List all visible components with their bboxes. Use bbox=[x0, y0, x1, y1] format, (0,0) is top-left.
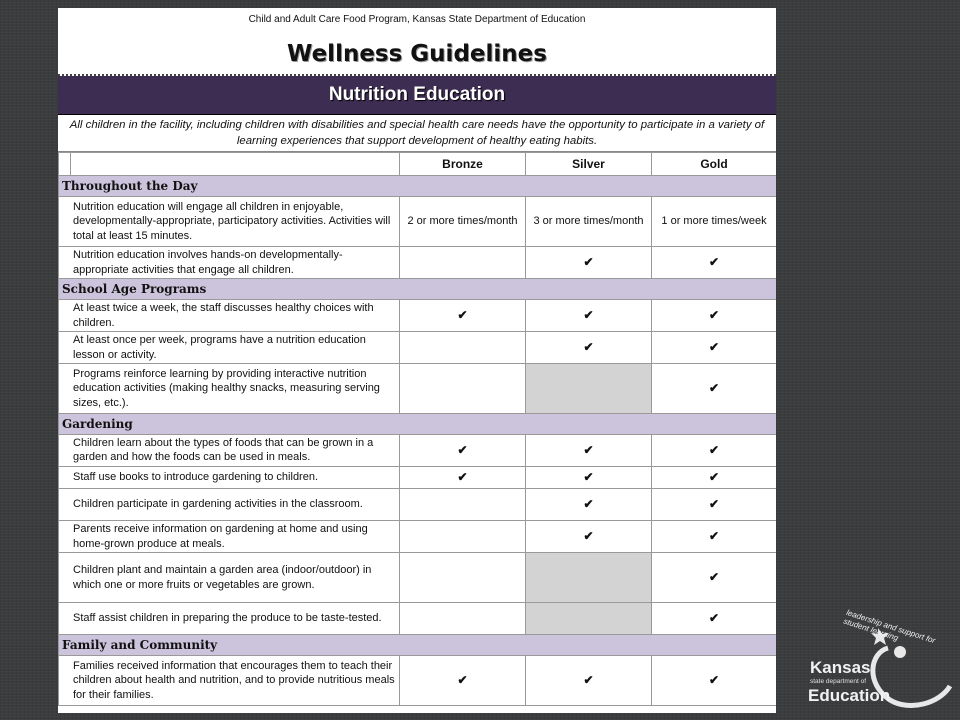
row-text: Programs reinforce learning by providing interactive nutrition education activities (making healthy snacks, measuring serving sizes, etc.). bbox=[59, 364, 400, 414]
category-school-age: School Age Programs bbox=[59, 279, 777, 300]
check-icon: ✔ bbox=[708, 442, 720, 457]
category-throughout-day: Throughout the Day bbox=[59, 176, 777, 197]
bronze-cell bbox=[400, 603, 526, 635]
check-icon: ✔ bbox=[457, 307, 468, 322]
guidelines-table bbox=[58, 152, 776, 706]
silver-cell: 3 or more times/month bbox=[526, 197, 652, 247]
gold-cell bbox=[652, 553, 777, 603]
bronze-cell bbox=[400, 300, 526, 332]
silver-header: Silver bbox=[526, 153, 652, 176]
gold-cell bbox=[652, 656, 777, 706]
check-icon: ✔ bbox=[708, 672, 720, 687]
row-text: Parents receive information on gardening at home and using home-grown produce at meals. bbox=[59, 521, 400, 553]
gold-cell bbox=[652, 300, 777, 332]
gold-cell bbox=[652, 489, 777, 521]
gold-cell: 1 or more times/week bbox=[652, 197, 777, 247]
category-row bbox=[59, 279, 777, 300]
table-row bbox=[59, 489, 777, 521]
table-row bbox=[59, 197, 777, 247]
check-icon: ✔ bbox=[708, 254, 720, 269]
table-row bbox=[59, 364, 777, 414]
table-row bbox=[59, 332, 777, 364]
logo-kansas: Kansas bbox=[810, 658, 871, 677]
logo-tagline: leadership and support for student learning bbox=[842, 608, 937, 646]
page-title: Wellness Guidelines bbox=[287, 41, 547, 67]
gold-cell bbox=[652, 467, 777, 489]
check-icon: ✔ bbox=[708, 496, 720, 511]
header-blank bbox=[71, 153, 400, 176]
silver-cell bbox=[526, 521, 652, 553]
category-family: Family and Community bbox=[59, 635, 777, 656]
gold-cell bbox=[652, 332, 777, 364]
row-text: Staff assist children in preparing the produce to be taste-tested. bbox=[59, 603, 400, 635]
category-row bbox=[59, 414, 777, 435]
check-icon: ✔ bbox=[708, 469, 720, 484]
check-icon: ✔ bbox=[457, 469, 468, 484]
gold-cell bbox=[652, 521, 777, 553]
bronze-cell bbox=[400, 435, 526, 467]
header-spacer bbox=[59, 153, 71, 176]
check-icon: ✔ bbox=[583, 307, 594, 322]
bronze-cell bbox=[400, 247, 526, 279]
section-intro: All children in the facility, including children with disabilities and special health care needs have the opportunity to participate in a variety of learning experiences that support development of healthy eating habits. bbox=[58, 115, 776, 152]
check-icon: ✔ bbox=[583, 496, 594, 511]
program-header: Child and Adult Care Food Program, Kansas State Department of Education bbox=[248, 14, 586, 25]
logo-subtitle: state department of bbox=[810, 678, 867, 685]
table-row bbox=[59, 521, 777, 553]
silver-cell bbox=[526, 435, 652, 467]
check-icon: ✔ bbox=[708, 307, 720, 322]
bronze-cell bbox=[400, 467, 526, 489]
gold-cell bbox=[652, 364, 777, 414]
bronze-cell: 2 or more times/month bbox=[400, 197, 526, 247]
check-icon: ✔ bbox=[457, 672, 468, 687]
row-text: At least twice a week, the staff discusses healthy choices with children. bbox=[59, 300, 400, 332]
logo-education: Education bbox=[808, 686, 891, 705]
check-icon: ✔ bbox=[583, 528, 594, 543]
bronze-cell bbox=[400, 521, 526, 553]
gold-cell bbox=[652, 603, 777, 635]
silver-cell-na bbox=[526, 603, 652, 635]
gold-cell bbox=[652, 247, 777, 279]
category-gardening: Gardening bbox=[59, 414, 777, 435]
table-row bbox=[59, 656, 777, 706]
row-text: Nutrition education involves hands-on developmentally-appropriate activities that engage all children. bbox=[59, 247, 400, 279]
section-title: Nutrition Education bbox=[58, 76, 776, 115]
table-row bbox=[59, 603, 777, 635]
check-icon: ✔ bbox=[708, 569, 720, 584]
bronze-cell bbox=[400, 656, 526, 706]
table-row bbox=[59, 553, 777, 603]
bronze-cell bbox=[400, 364, 526, 414]
row-text: Staff use books to introduce gardening to children. bbox=[59, 467, 400, 489]
check-icon: ✔ bbox=[583, 339, 594, 354]
ksde-logo bbox=[800, 608, 960, 720]
table-header-row bbox=[59, 153, 777, 176]
silver-cell-na bbox=[526, 553, 652, 603]
gold-header: Gold bbox=[652, 153, 777, 176]
check-icon: ✔ bbox=[457, 442, 468, 457]
check-icon: ✔ bbox=[708, 380, 720, 395]
bronze-header: Bronze bbox=[400, 153, 526, 176]
silver-cell-na bbox=[526, 364, 652, 414]
silver-cell bbox=[526, 489, 652, 521]
bronze-cell bbox=[400, 489, 526, 521]
category-row bbox=[59, 635, 777, 656]
bronze-cell bbox=[400, 332, 526, 364]
row-text: Children participate in gardening activities in the classroom. bbox=[59, 489, 400, 521]
check-icon: ✔ bbox=[583, 469, 594, 484]
check-icon: ✔ bbox=[708, 528, 720, 543]
check-icon: ✔ bbox=[583, 254, 594, 269]
silver-cell bbox=[526, 332, 652, 364]
row-text: Children plant and maintain a garden area (indoor/outdoor) in which one or more fruits or vegetables are grown. bbox=[59, 553, 400, 603]
wellness-guidelines-document bbox=[58, 8, 776, 713]
check-icon: ✔ bbox=[708, 339, 720, 354]
silver-cell bbox=[526, 467, 652, 489]
table-row bbox=[59, 435, 777, 467]
check-icon: ✔ bbox=[708, 610, 720, 625]
check-icon: ✔ bbox=[583, 442, 594, 457]
check-icon: ✔ bbox=[583, 672, 594, 687]
table-row bbox=[59, 247, 777, 279]
gold-cell bbox=[652, 435, 777, 467]
silver-cell bbox=[526, 247, 652, 279]
row-text bbox=[59, 435, 400, 467]
silver-cell bbox=[526, 656, 652, 706]
row-text: At least once per week, programs have a nutrition education lesson or activity. bbox=[59, 332, 400, 364]
bronze-cell bbox=[400, 553, 526, 603]
row-text: Families received information that encourages them to teach their children about health and nutrition, and to provide nutritious meals for their families. bbox=[59, 656, 400, 706]
table-row bbox=[59, 300, 777, 332]
row-text: Nutrition education will engage all children in enjoyable, developmentally-appropriate, participatory activities. Activities will total at least 15 minutes. bbox=[59, 197, 400, 247]
table-row bbox=[59, 467, 777, 489]
row-text-clip: Children learn about the types of foods that can be grown in a garden and how the foods can be used in meals. bbox=[73, 436, 374, 463]
silver-cell bbox=[526, 300, 652, 332]
category-row bbox=[59, 176, 777, 197]
